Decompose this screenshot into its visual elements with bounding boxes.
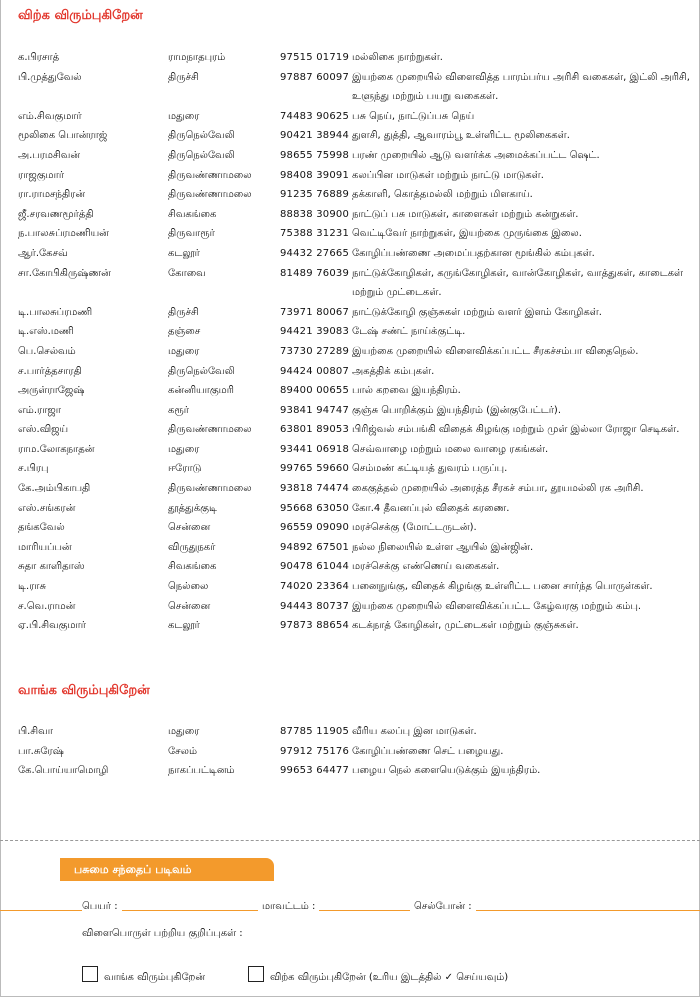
district: திருவண்ணாமலை	[168, 189, 252, 201]
listing-row	[0, 166, 700, 186]
product-description: கலப்பின மாடுகள் மற்றும் நாட்டு மாடுகள்.	[352, 169, 544, 181]
phone-number: 96559 09090	[280, 522, 350, 534]
phone-number: 93818 74474	[280, 483, 350, 495]
listing-row	[0, 48, 700, 68]
listing-row	[0, 264, 700, 303]
phone-number: 81489 76039	[280, 267, 350, 279]
listing-row	[0, 244, 700, 264]
phone-number: 93841 94747	[280, 404, 350, 416]
phone-number: 97515 01719	[280, 52, 350, 63]
phone-number: 97912 75176	[280, 745, 350, 757]
seller-name: கே.அம்பிகாபதி	[18, 483, 91, 495]
listing-row	[0, 126, 700, 146]
product-description: மரச்செக்கு (மோட்டருடன்).	[352, 522, 477, 534]
listing-row	[0, 538, 700, 558]
phone-number: 99765 59660	[280, 463, 350, 475]
listing-row	[0, 342, 700, 362]
phone-number: 97873 88654	[280, 620, 350, 632]
listing-row	[0, 420, 700, 440]
district: ராமநாதபுரம்	[168, 52, 226, 63]
listing-row	[0, 577, 700, 597]
phone-number: 91235 76889	[280, 189, 350, 201]
district: கடலூர்	[168, 620, 200, 632]
district: விருதுநகர்	[168, 541, 216, 553]
phone-number: 98655 75998	[280, 149, 350, 161]
phone-number: 90478 61044	[280, 561, 350, 573]
seller-name: எம்.சிவகுமார்	[18, 110, 82, 122]
district: கரூர்	[168, 404, 189, 416]
sell-checkbox[interactable]	[248, 966, 264, 982]
buy-listing	[0, 722, 700, 781]
phone-number: 73971 80067	[280, 306, 350, 318]
district: நாகப்பட்டினம்	[168, 765, 235, 777]
district: திருச்சி	[168, 71, 199, 83]
product-description: இயற்கை முறையில் விளைவிக்கப்பட்ட கேழ்வரகு மற்றும் கம்பு.	[352, 600, 642, 612]
district: கன்னியாகுமரி	[168, 385, 234, 397]
district-field-label: மாவட்டம் :	[258, 901, 319, 913]
phone-number: 88838 30900	[280, 208, 350, 220]
product-description: வெட்டிவேர் நாற்றுகள், இயற்கை முருங்கை இலை.	[352, 228, 582, 240]
product-notes-label: விளைபொருள் பற்றிய குறிப்புகள் :	[82, 928, 243, 939]
district: ஈரோடு	[168, 463, 202, 475]
phone-number: 94432 27665	[280, 247, 350, 259]
seller-name: பி.சிவா	[18, 726, 53, 737]
phone-number: 89400 00655	[280, 385, 350, 397]
listing-row	[0, 518, 700, 538]
district: சிவகங்கை	[168, 561, 217, 573]
district: கடலூர்	[168, 247, 200, 259]
seller-name: ஏ.பி.சிவகுமார்	[18, 620, 86, 632]
district: திருநெல்வேலி	[168, 149, 235, 161]
seller-name: ஆர்.கேசவ்	[18, 247, 68, 259]
product-description: கோ.4 தீவனப்புல் விதைக் கரணை.	[352, 502, 510, 514]
buy-option-label: வாங்க விரும்புகிறேன்	[104, 972, 206, 983]
phone-number: 93441 06918	[280, 443, 350, 455]
district: தஞ்சை	[168, 326, 201, 338]
seller-name: எஸ்.விஜய்	[18, 424, 69, 436]
product-description: செம்மண் கட்டியத் துவரம் பருப்பு.	[352, 463, 508, 475]
seller-name: மாரியப்பன்	[18, 541, 72, 553]
district: திருவண்ணாமலை	[168, 169, 252, 181]
seller-name: கே.பொய்யாமொழி	[18, 765, 109, 777]
listing-row	[0, 742, 700, 762]
district: சிவகங்கை	[168, 208, 217, 220]
district: மதுரை	[168, 345, 200, 357]
phone-field-label: செல்போன் :	[410, 901, 476, 913]
seller-name: ஜீ.சரவணமூர்த்தி	[18, 208, 94, 220]
seller-name: மூலிகை பொன்ராஜ்	[18, 130, 108, 142]
seller-name: டி.எஸ்.மணி	[18, 326, 74, 338]
product-description: அகத்திக் கம்புகள்.	[352, 365, 435, 377]
product-description: நாட்டுக்கோழிகள், கருங்கோழிகள், வான்கோழிகள், வாத்துகள், காடைகள் மற்றும் முட்டைகள்.	[352, 267, 684, 299]
listing-row	[0, 499, 700, 519]
phone-number: 94443 80737	[280, 600, 350, 612]
district: திருநெல்வேலி	[168, 365, 235, 377]
listing-row	[0, 401, 700, 421]
product-description: கோழிப்பண்ணை அமைப்பதற்கான மூங்கில் கம்புகள்.	[352, 247, 595, 259]
seller-name: எஸ்.சங்கரன்	[18, 502, 76, 514]
cut-line	[0, 840, 700, 841]
product-description: பால் கறவை இயந்திரம்.	[352, 385, 461, 397]
product-description: குஞ்சு பொறிக்கும் இயந்திரம் (இன்குபேட்டர்).	[352, 404, 561, 416]
seller-name: சா.கோபிகிருஷ்ணன்	[18, 267, 111, 279]
phone-number: 73730 27289	[280, 345, 350, 357]
seller-name: ச.பார்த்தசாரதி	[18, 365, 82, 377]
phone-number: 97887 60097	[280, 71, 350, 83]
listing-row	[0, 362, 700, 382]
listing-row	[0, 185, 700, 205]
product-description: மல்லிகை நாற்றுகள்.	[352, 52, 443, 63]
product-description: கோழிப்பண்ணை செட் பழையது.	[352, 745, 504, 757]
district: மதுரை	[168, 443, 200, 455]
listing-row	[0, 761, 700, 781]
phone-number: 94424 00807	[280, 365, 350, 377]
product-description: நல்ல நிலையில் உள்ள ஆயில் இன்ஜின்.	[352, 541, 534, 553]
district: திருச்சி	[168, 306, 199, 318]
product-description: தக்காளி, கொத்தமல்லி மற்றும் மிளகாய்.	[352, 189, 533, 201]
listing-row	[0, 322, 700, 342]
phone-number: 95668 63050	[280, 502, 350, 514]
product-description: பரண் முறையில் ஆடு வளர்க்க அமைக்கப்பட்ட ஷெட்.	[352, 149, 600, 161]
district: மதுரை	[168, 726, 200, 737]
product-description: கைகுத்தல் முறையில் அரைத்த சீரகச் சம்பா, தூயமல்லி ரக அரிசி.	[352, 483, 644, 495]
district: நெல்லை	[168, 581, 209, 593]
district: மதுரை	[168, 110, 200, 122]
seller-name: பெ.செல்வம்	[18, 345, 76, 357]
district: திருவண்ணாமலை	[168, 483, 252, 495]
seller-name: அ.பரமசிவன்	[18, 149, 81, 161]
product-description: இயற்கை முறையில் விளைவிக்கப்பட்ட சீரகச்சம்பா விதைநெல்.	[352, 345, 639, 357]
listing-row	[0, 107, 700, 127]
seller-name: தங்கவேல்	[18, 522, 65, 534]
seller-name: ரா.ராமசந்திரன்	[18, 189, 86, 201]
listing-row	[0, 597, 700, 617]
phone-number: 98408 39091	[280, 169, 350, 181]
listing-row	[0, 440, 700, 460]
seller-name: பா.சுரேஷ்	[18, 745, 64, 757]
product-description: டேஷ் சண்ட் நாய்க்குட்டி.	[352, 326, 466, 338]
product-description: பழைய நெல் களையெடுக்கும் இயந்திரம்.	[352, 765, 541, 777]
buy-section-title: வாங்க விரும்புகிறேன்	[18, 683, 150, 698]
sell-section-title: விற்க விரும்புகிறேன்	[18, 8, 143, 23]
district: சென்னை	[168, 522, 211, 534]
form-title: பசுமை சந்தைப் படிவம்	[60, 858, 274, 881]
seller-name: சுதா காளிதாஸ்	[18, 561, 85, 573]
seller-name: ராம.லோகநாதன்	[18, 443, 95, 455]
seller-name: ந.பாலசுப்ரமணியன்	[18, 228, 109, 240]
listing-row	[0, 68, 700, 107]
product-description: பிரிஜ்வல் சம்பங்கி விதைக் கிழங்கு மற்றும் முள் இல்லா ரோஜா செடிகள்.	[352, 424, 680, 436]
listing-row	[0, 479, 700, 499]
district: திருவாரூர்	[168, 228, 215, 240]
district: தூத்துக்குடி	[168, 502, 217, 514]
phone-number: 63801 89053	[280, 424, 350, 436]
listing-row	[0, 224, 700, 244]
district: திருவண்ணாமலை	[168, 424, 252, 436]
seller-name: அருள்ராஜேஷ்	[18, 385, 85, 397]
listing-row	[0, 303, 700, 323]
product-description: கடக்நாத் கோழிகள், முட்டைகள் மற்றும் குஞ்சுகள்.	[352, 620, 579, 632]
listing-row	[0, 381, 700, 401]
seller-name: ச.வெ.ராமன்	[18, 600, 76, 612]
name-field-label: பெயர் :	[82, 901, 122, 913]
product-description: செவ்வாழை மற்றும் மலை வாழை ரகங்கள்.	[352, 443, 549, 455]
seller-name: ச.பிரபு	[18, 463, 49, 475]
listing-row	[0, 722, 700, 742]
phone-number: 75388 31231	[280, 228, 350, 240]
phone-number: 74483 90625	[280, 110, 350, 122]
product-description: பசு நெய், நாட்டுப்பசு நெய்	[352, 110, 475, 122]
product-description: துளசி, துத்தி, ஆவாரம்பூ உள்ளிட்ட மூலிகைகள்.	[352, 130, 570, 142]
phone-number: 94421 39083	[280, 326, 350, 338]
buy-checkbox[interactable]	[82, 966, 98, 982]
sell-listing	[0, 48, 700, 636]
seller-name: க.பிரசாத்	[18, 52, 60, 63]
product-description: இயற்கை முறையில் விளைவித்த பாரம்பர்ய அரிசி வகைகள், இட்லி அரிசி, உளுந்து மற்றும் பயறு வகைகள்.	[352, 71, 690, 103]
listing-row	[0, 205, 700, 225]
product-description: மரச்செக்கு எண்ணெய் வகைகள்.	[352, 561, 500, 573]
seller-name: டி.பாலசுப்ரமணி	[18, 306, 93, 318]
product-description: நாட்டுப் பசு மாடுகள், காளைகள் மற்றும் கன்றுகள்.	[352, 208, 579, 220]
phone-number: 87785 11905	[280, 726, 350, 737]
phone-number: 74020 23364	[280, 581, 350, 593]
sell-option-label: விற்க விரும்புகிறேன் (உரிய இடத்தில் ✓ செய்யவும்)	[270, 972, 509, 983]
seller-name: டி.ராசு	[18, 581, 47, 593]
listing-row	[0, 557, 700, 577]
product-description: நாட்டுக்கோழி குஞ்சுகள் மற்றும் வளர் இளம் கோழிகள்.	[352, 306, 602, 318]
district: கோவை	[168, 267, 206, 279]
district: சேலம்	[168, 745, 197, 757]
phone-number: 99653 64477	[280, 765, 350, 777]
seller-name: எம்.ராஜா	[18, 404, 61, 416]
seller-name: பி.முத்துவேல்	[18, 71, 82, 83]
phone-number: 90421 38944	[280, 130, 350, 142]
phone-number: 94892 67501	[280, 541, 350, 553]
district: திருநெல்வேலி	[168, 130, 235, 142]
listing-row	[0, 616, 700, 636]
listing-row	[0, 459, 700, 479]
listing-row	[0, 146, 700, 166]
seller-name: ராஜகுமார்	[18, 169, 65, 181]
district: சென்னை	[168, 600, 211, 612]
product-description: பனைநுங்கு, விதைக் கிழங்கு உள்ளிட்ட பனை சார்ந்த பொருள்கள்.	[352, 581, 653, 593]
product-description: வீரிய கலப்பு இன மாடுகள்.	[352, 726, 477, 737]
